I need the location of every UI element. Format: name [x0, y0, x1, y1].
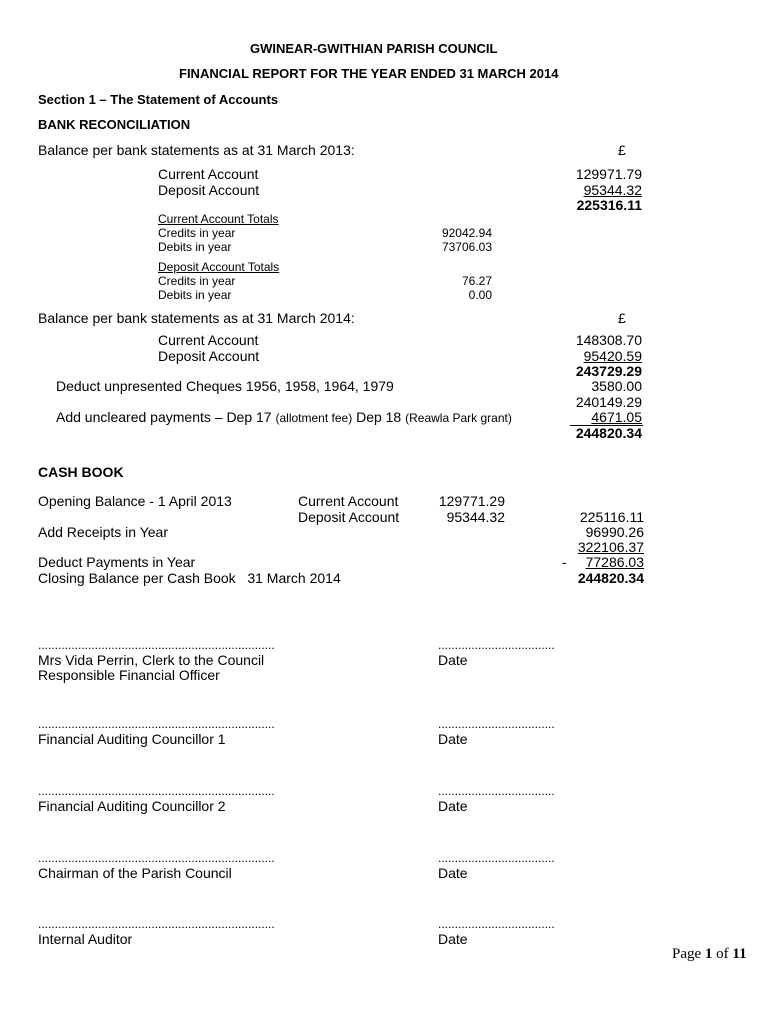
- closing-bank-balance-label: Balance per bank statements as at 31 March 2014:: [38, 310, 355, 326]
- after-deduct-value: 240149.29: [575, 394, 642, 410]
- closing-deposit-value: 95420.59: [583, 348, 642, 364]
- closing-bank-total: 243729.29: [575, 363, 642, 379]
- page-prefix: Page: [672, 946, 705, 962]
- payments-value: 77286.03: [585, 554, 644, 570]
- add-uncleared-fee: (allotment fee): [275, 411, 353, 425]
- date-line: ...................................: [438, 717, 555, 731]
- final-bank-total: 244820.34: [575, 425, 642, 441]
- date-line: ...................................: [438, 784, 555, 798]
- add-uncleared-value: 4671.05: [591, 409, 642, 425]
- cash-closing-label: [38, 570, 341, 586]
- page-mid: of: [712, 946, 733, 962]
- opening-bank-total: 225316.11: [576, 197, 642, 213]
- cash-opening-label: Opening Balance - 1 April 2013: [38, 493, 232, 509]
- payments-sign: -: [562, 554, 567, 570]
- cash-closing-text: Closing Balance per Cash Book: [38, 570, 236, 586]
- add-uncleared-grant: (Reawla Park grant): [405, 411, 512, 425]
- deposit-account-totals-label: Deposit Account Totals: [158, 260, 280, 274]
- signature-line: .......................................................................: [38, 851, 275, 865]
- cash-deposit-label: Deposit Account: [298, 509, 400, 525]
- cash-current-label: Current Account: [298, 493, 399, 509]
- internal-auditor-label: Internal Auditor: [38, 931, 133, 947]
- opening-deposit-label: Deposit Account: [158, 182, 260, 198]
- cash-book-heading: CASH BOOK: [38, 464, 124, 480]
- deposit-debits-label: Debits in year: [158, 288, 232, 302]
- closing-current-value: 148308.70: [575, 332, 642, 348]
- date-label: Date: [438, 731, 468, 747]
- opening-current-value: 129971.79: [575, 166, 642, 182]
- add-uncleared-main: Add uncleared payments – Dep 17: [56, 409, 276, 425]
- add-uncleared-dep18: Dep 18: [352, 409, 406, 425]
- deduct-cheques-value: 3580.00: [591, 378, 642, 394]
- cash-current-value: 129771.29: [438, 493, 505, 509]
- date-label: Date: [438, 652, 468, 668]
- currency-symbol-2: £: [618, 310, 626, 326]
- section-heading: Section 1 – The Statement of Accounts: [38, 92, 279, 107]
- deposit-credits-value: 76.27: [461, 274, 492, 288]
- receipts-value: 96990.26: [585, 524, 644, 540]
- opening-current-label: Current Account: [158, 166, 259, 182]
- date-label: Date: [438, 865, 468, 881]
- page-current: 1: [704, 946, 713, 962]
- cash-closing-date: 31 March 2014: [247, 570, 341, 586]
- date-line: ...................................: [438, 638, 555, 652]
- auditor1-label: Financial Auditing Councillor 1: [38, 731, 226, 747]
- date-label: Date: [438, 798, 468, 814]
- closing-deposit-label: Deposit Account: [158, 348, 260, 364]
- current-account-totals-label: Current Account Totals: [158, 212, 279, 226]
- date-line: ...................................: [438, 917, 555, 931]
- current-credits-label: Credits in year: [158, 226, 236, 240]
- date-line: ...................................: [438, 851, 555, 865]
- signature-line: .......................................................................: [38, 638, 275, 652]
- auditor2-label: Financial Auditing Councillor 2: [38, 798, 226, 814]
- signature-line: .......................................................................: [38, 717, 275, 731]
- page-number: [672, 946, 747, 963]
- cash-deposit-value: 95344.32: [446, 509, 505, 525]
- opening-bank-balance-label: Balance per bank statements as at 31 March 2013:: [38, 142, 355, 158]
- add-uncleared-label: [56, 409, 512, 425]
- deduct-cheques-label: Deduct unpresented Cheques 1956, 1958, 1964, 1979: [56, 378, 394, 394]
- cash-subtotal: 322106.37: [577, 539, 644, 555]
- clerk-role: Responsible Financial Officer: [38, 667, 220, 683]
- deposit-credits-label: Credits in year: [158, 274, 236, 288]
- date-label: Date: [438, 931, 468, 947]
- current-credits-value: 92042.94: [441, 226, 492, 240]
- clerk-name: Mrs Vida Perrin, Clerk to the Council: [38, 652, 265, 668]
- signature-line: .......................................................................: [38, 784, 275, 798]
- council-name: GWINEAR-GWITHIAN PARISH COUNCIL: [250, 41, 498, 56]
- closing-current-label: Current Account: [158, 332, 259, 348]
- payments-label: Deduct Payments in Year: [38, 554, 196, 570]
- cash-opening-total: 225116.11: [579, 509, 644, 525]
- current-debits-label: Debits in year: [158, 240, 232, 254]
- opening-deposit-value: 95344.32: [583, 182, 642, 198]
- receipts-label: Add Receipts in Year: [38, 524, 168, 540]
- report-title: FINANCIAL REPORT FOR THE YEAR ENDED 31 MARCH 2014: [179, 66, 559, 81]
- signature-line: .......................................................................: [38, 917, 275, 931]
- current-debits-value: 73706.03: [441, 240, 492, 254]
- chairman-label: Chairman of the Parish Council: [38, 865, 232, 881]
- cash-closing-value: 244820.34: [577, 570, 644, 586]
- deposit-debits-value: 0.00: [468, 288, 492, 302]
- page-total: 11: [732, 946, 747, 962]
- currency-symbol: £: [618, 142, 626, 158]
- bank-reconciliation-heading: BANK RECONCILIATION: [38, 117, 191, 132]
